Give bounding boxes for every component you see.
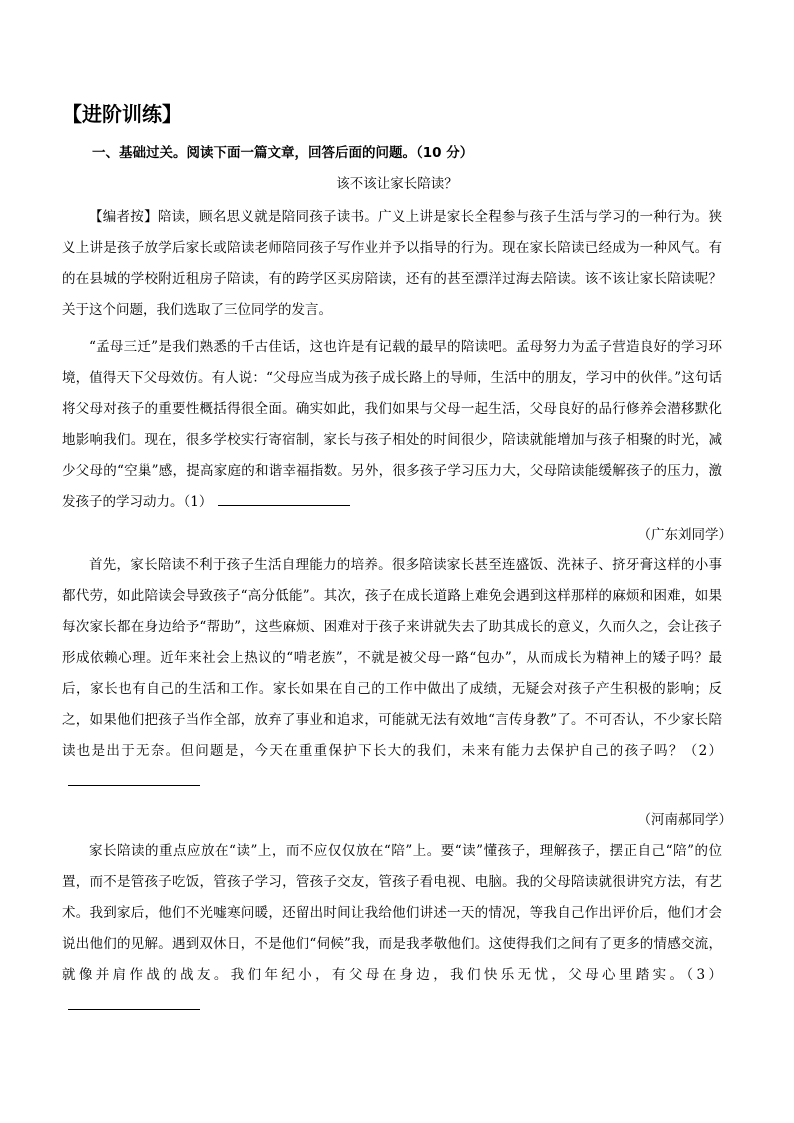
answer-blank-3[interactable] — [68, 995, 200, 1010]
answer-blank-2[interactable] — [68, 771, 200, 786]
answer-blank-1[interactable] — [218, 491, 350, 506]
paragraph-3 — [62, 836, 722, 1022]
paragraph-text: 家长陪读的重点应放在“读”上，而不应仅仅放在“陪”上。要“读”懂孩子，理解孩子，摆正自己“陪”的位置，而不是管孩子吃饭，管孩子学习，管孩子交友，管孩子看电视、电脑。我的父母陪读就很讲究方法，有艺术。我到家后，他们不光嘘寒问暖，还留出时间让我给他们讲述一天的情况，等我自己作出评价后，他们才会说出他们的见解。遇到双休日，不是他们“伺候”我，而是我孝敬他们。这使得我们之间有了更多的情感交流，就像并肩作战的战友。我们年纪小，有父母在身边，我们快乐无忧，父母心里踏实。（3） — [62, 843, 722, 983]
paragraph-text: 首先，家长陪读不利于孩子生活自理能力的培养。很多陪读家长甚至连盛饭、洗袜子、挤牙膏这样的小事都代劳，如此陪读会导致孩子“高分低能”。其次，孩子在成长道路上难免会遇到这样那样的麻烦和困难，如果每次家长都在身边给予“帮助”，这些麻烦、困难对于孩子来讲就失去了助其成长的意义，久而久之，会让孩子形成依赖心理。近年来社会上热议的“啃老族”，不就是被父母一路“包办”，从而成长为精神上的矮子吗？最后，家长也有自己的生活和工作。家长如果在自己的工作中做出了成绩，无疑会对孩子产生积极的影响；反之，如果他们把孩子当作全部，放弃了事业和追求，可能就无法有效地“言传身教”了。不可否认，不少家长陪读也是出于无奈。但问题是，今天在重重保护下长大的我们，未来有能力去保护自己的孩子吗？（2） — [62, 557, 722, 759]
section-title: 【进阶训练】 — [62, 102, 182, 126]
paragraph-text: “孟母三迁”是我们熟悉的千古佳话，这也许是有记载的最早的陪读吧。孟母努力为孟子营造良好的学习环境，值得天下父母效仿。有人说：“父母应当成为孩子成长路上的导师，生活中的朋友，学习中的伙伴。”这句话将父母对孩子的重要性概括得很全面。确实如此，我们如果与父母一起生活，父母良好的品行修养会潜移默化地影响我们。现在，很多学校实行寄宿制，家长与孩子相处的时间很少，陪读就能增加与孩子相聚的时光，减少父母的“空巢”感，提高家庭的和谐幸福指数。另外，很多孩子学习压力大，父母陪读能缓解孩子的压力，激发孩子的学习动力。（1） — [62, 339, 722, 510]
signature-guangdong: （广东刘同学） — [637, 527, 732, 543]
paragraph-1 — [62, 332, 722, 518]
editor-note-paragraph — [62, 202, 722, 326]
paragraph-2 — [62, 550, 722, 798]
paragraph-text: 【编者按】陪读，顾名思义就是陪同孩子读书。广义上讲是家长全程参与孩子生活与学习的一种行为。狭义上讲是孩子放学后家长或陪读老师陪同孩子写作业并予以指导的行为。现在家长陪读已经成为一种风气。有的在县城的学校附近租房子陪读，有的跨学区买房陪读，还有的甚至漂洋过海去陪读。该不该让家长陪读呢？关于这个问题，我们选取了三位同学的发言。 — [62, 209, 722, 318]
signature-henan: （河南郝同学） — [637, 812, 732, 828]
question-heading: 一、基础过关。阅读下面一篇文章，回答后面的问题。（10 分） — [92, 145, 474, 161]
article-title: 该不该让家长陪读？ — [336, 176, 458, 192]
